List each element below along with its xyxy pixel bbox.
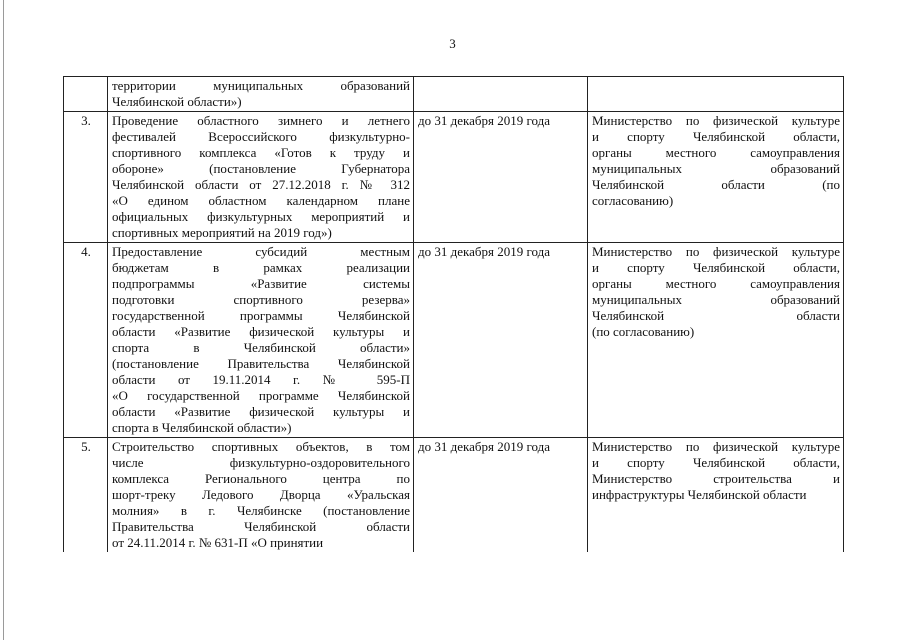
event-text-line: Проведение областного зимнего и летнего [112, 113, 410, 128]
table-row [64, 112, 844, 243]
event-text-line: (постановление Правительства Челябинской [112, 356, 410, 371]
event-text-line: бюджетам в рамках реализации [112, 260, 410, 275]
event-text-line: шорт-треку Ледового Дворца «Уральская [112, 487, 410, 502]
event-text-line: комплекса Регионального центра по [112, 471, 410, 486]
responsible-text-line: и спорту Челябинской области, [592, 455, 840, 470]
event-text-line: области «Развитие физической культуры и [112, 404, 410, 419]
event-text-line: подготовки спортивного резерва» [112, 292, 410, 307]
event-text-line: территории муниципальных образований [112, 78, 410, 93]
row-number: 3. [64, 112, 108, 243]
responsible-text-line: органы местного самоуправления [592, 145, 840, 160]
deadline-cell: до 31 декабря 2019 года [414, 243, 588, 438]
responsible-text-line: инфраструктуры Челябинской области [592, 487, 807, 502]
row-number: 5. [64, 438, 108, 553]
responsible-text-line: Министерство по физической культуре [592, 244, 840, 259]
event-cell [108, 243, 414, 438]
responsible-text-line: Министерство строительства и [592, 471, 840, 486]
responsible-text-line: Челябинской области [592, 308, 840, 323]
event-text-line: «О едином областном календарном плане [112, 193, 410, 208]
event-text-line: фестивалей Всероссийского физкультурно- [112, 129, 410, 144]
event-text-line: молния» в г. Челябинске (постановление [112, 503, 410, 518]
scan-margin-line [3, 0, 4, 640]
event-text-line: спортивных мероприятий на 2019 год») [112, 225, 332, 240]
event-cell [108, 438, 414, 553]
event-text-line: от 24.11.2014 г. № 631-П «О принятии [112, 535, 324, 550]
event-text-line: спорта в Челябинской области» [112, 340, 410, 355]
plan-table-body [64, 77, 844, 553]
row-number [64, 77, 108, 112]
plan-table [63, 76, 844, 552]
responsible-cell [588, 438, 844, 553]
row-number: 4. [64, 243, 108, 438]
event-text-line: Челябинской области от 27.12.2018 г. № 312 [112, 177, 410, 192]
event-text-line: официальных физкультурных мероприятий и [112, 209, 410, 224]
deadline-cell: до 31 декабря 2019 года [414, 438, 588, 553]
responsible-text-line: органы местного самоуправления [592, 276, 840, 291]
event-text-line: области от 19.11.2014 г. № 595-П [112, 372, 410, 387]
table-row [64, 243, 844, 438]
responsible-cell [588, 112, 844, 243]
event-text-line: обороне» (постановление Губернатора [112, 161, 410, 176]
table-row [64, 438, 844, 553]
page-number: 3 [449, 36, 456, 51]
event-text-line: Предоставление субсидий местным [112, 244, 410, 259]
event-text-line: числе физкультурно-оздоровительного [112, 455, 410, 470]
responsible-text-line: Челябинской области (по [592, 177, 840, 192]
responsible-cell [588, 77, 844, 112]
event-text-line: спорта в Челябинской области») [112, 420, 292, 435]
event-text-line: подпрограммы «Развитие системы [112, 276, 410, 291]
responsible-text-line: муниципальных образований [592, 292, 840, 307]
responsible-text-line: Министерство по физической культуре [592, 439, 840, 454]
event-text-line: спортивного комплекса «Готов к труду и [112, 145, 410, 160]
event-text-line: Правительства Челябинской области [112, 519, 410, 534]
event-cell [108, 77, 414, 112]
responsible-cell [588, 243, 844, 438]
event-text-line: Строительство спортивных объектов, в том [112, 439, 410, 454]
event-text-line: «О государственной программе Челябинской [112, 388, 410, 403]
responsible-text-line: и спорту Челябинской области, [592, 260, 840, 275]
responsible-text-line: согласованию) [592, 193, 674, 208]
event-text-line: области «Развитие физической культуры и [112, 324, 410, 339]
event-text-line: государственной программы Челябинской [112, 308, 410, 323]
responsible-text-line: и спорту Челябинской области, [592, 129, 840, 144]
table-row [64, 77, 844, 112]
responsible-text-line: муниципальных образований [592, 161, 840, 176]
responsible-text-line: (по согласованию) [592, 324, 695, 339]
responsible-text-line: Министерство по физической культуре [592, 113, 840, 128]
deadline-cell: до 31 декабря 2019 года [414, 112, 588, 243]
deadline-cell [414, 77, 588, 112]
event-cell [108, 112, 414, 243]
event-text-line: Челябинской области») [112, 94, 242, 109]
